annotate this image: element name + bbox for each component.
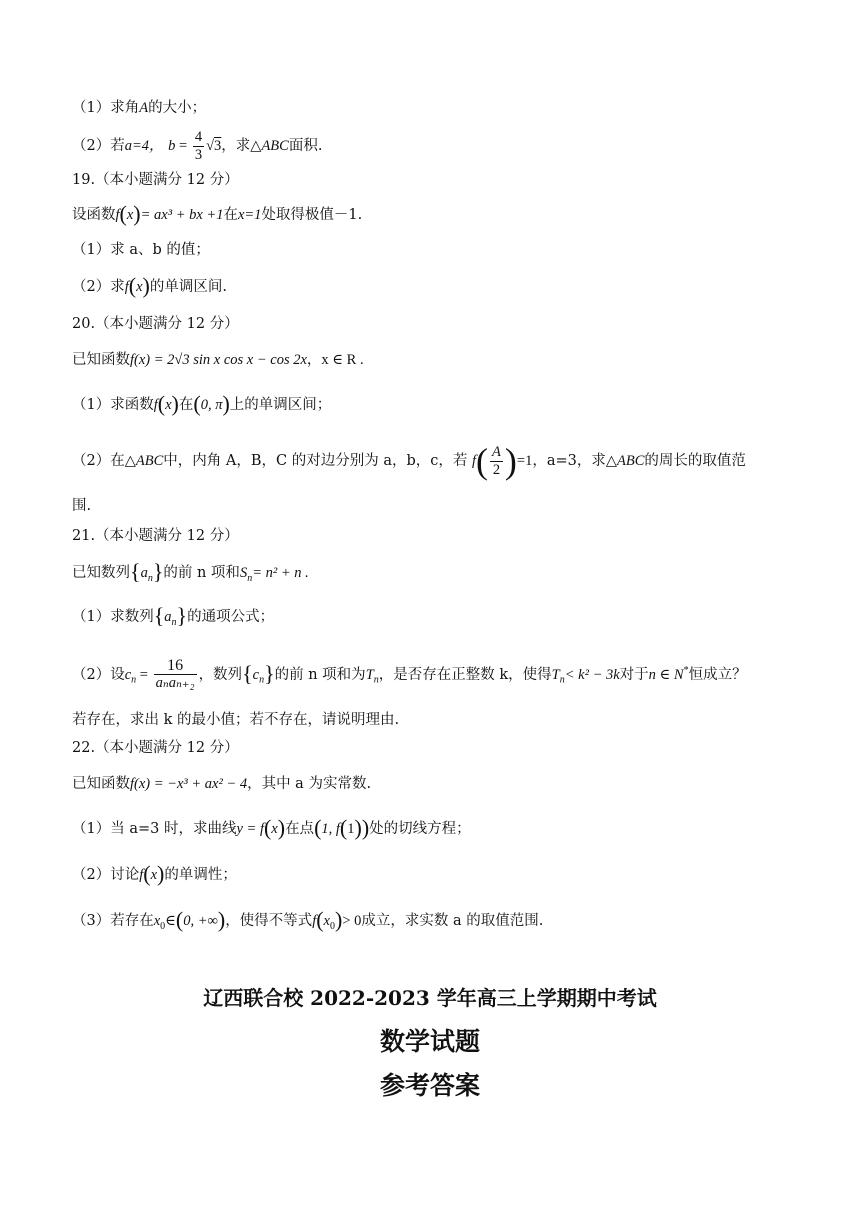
q21-part2-wrap: 若存在，求出 k 的最小值；若不存在，请说明理由. — [72, 712, 400, 728]
q21-part2: （2）设$c_n$ = $\frac{16}{\text{aₙaₙ₊₂}}$ ，数列$\{c_n\}$的前 n 项和为$T_n$，是否存在正整数 k，使得$T_n< k^2 - 3k$对于n ∈ N*恒成立？ — [72, 657, 747, 692]
q20-part2: （2）在△ABC中，内角 A，B，C 的对边分别为 a，b，c，若 f( $\frac{A}{2}$ )=1，a=3，求△ABC的周长的取值范 — [72, 441, 746, 481]
answer-key-title: 参考答案 — [379, 1071, 480, 1100]
q19-part1: （1）求 a、b 的值； — [72, 242, 210, 258]
fraction: $\frac{4}{3}$ — [194, 128, 203, 163]
q22-part1: （1）当 a=3 时，求曲线y = f(x)在点(1, f(1))处的切线方程； — [72, 815, 471, 840]
q22-stem: 已知函数f(x) = −x³ + ax² − 4，其中 a 为实常数. — [72, 776, 372, 792]
q18-part2: （2）若a=4， b = $\frac{4}{3}$ √3，求△ABC面积. — [72, 128, 323, 163]
subject-title: 数学试题 — [379, 1027, 480, 1056]
q21-stem: 已知数列$\{a_n\}$的前 n 项和$S_n= n^2 + n$ . — [72, 559, 309, 584]
q18-part1: （1）求角A的大小； — [72, 100, 207, 116]
q20-stem: 已知函数f(x) = 2√3 sin x cos x − cos 2x，x ∈ R . — [72, 352, 364, 368]
q21-header: 21.（本小题满分 12 分） — [72, 528, 239, 544]
q22-header: 22.（本小题满分 12 分） — [72, 740, 239, 756]
q22-part3: （3）若存在$x_0\in(0$, +∞)，使得不等式$f(x_0)> 0$成立，求实数 a 的取值范围. — [72, 907, 544, 932]
q22-part2: （2）讨论f(x)的单调性； — [72, 861, 237, 886]
fraction: $\frac{A}{2}$ — [492, 443, 501, 478]
exam-title: 辽西联合校 2022-2023 学年高三上学期期中考试 — [203, 986, 657, 1010]
q19-header: 19.（本小题满分 12 分） — [72, 172, 239, 188]
fraction: $\frac{16}{\text{aₙaₙ₊₂}}$ — [155, 657, 195, 692]
q19-part2: （2）求f(x)的单调区间. — [72, 273, 227, 298]
q20-header: 20.（本小题满分 12 分） — [72, 316, 239, 332]
q20-part1: （1）求函数f(x)在(0, π)上的单调区间； — [72, 391, 332, 416]
q21-part1: （1）求数列$\{a_n\}$的通项公式； — [72, 603, 275, 628]
q19-stem: 设函数f(x)= ax³ + bx +1在x=1处取得极值－1. — [72, 201, 363, 226]
q20-part2-wrap: 围. — [72, 498, 92, 514]
